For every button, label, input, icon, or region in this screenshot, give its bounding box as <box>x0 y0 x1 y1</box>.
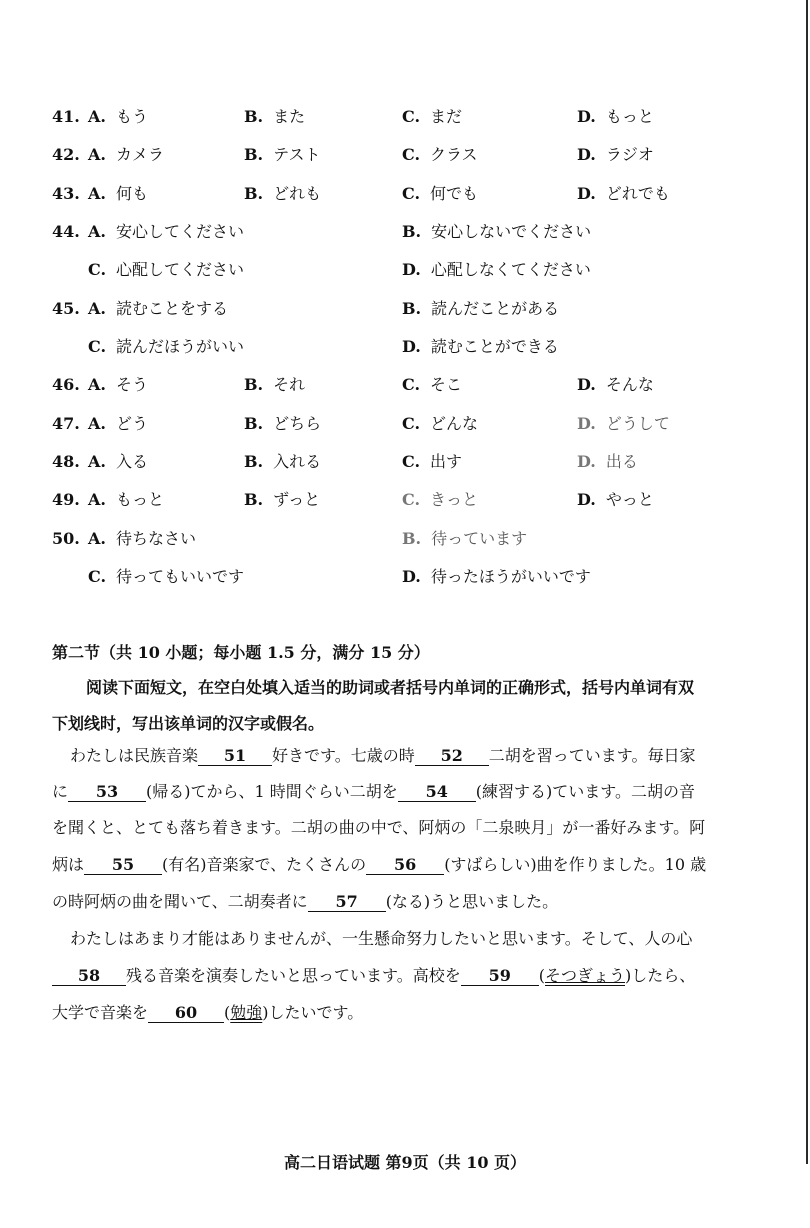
blank-51[interactable]: 51 <box>198 747 272 766</box>
option-b: B. テスト <box>244 145 321 164</box>
option-c: C. 心配してください <box>88 260 245 279</box>
option-d: D. 出る <box>577 452 638 471</box>
blank-54[interactable]: 54 <box>398 783 476 802</box>
option-a: A. そう <box>88 375 148 394</box>
blank-58[interactable]: 58 <box>52 967 126 986</box>
option-d: D. そんな <box>577 375 654 394</box>
section-instructions-line1: 阅读下面短文，在空白处填入适当的助词或者括号内单词的正确形式，括号内单词有双 <box>86 678 695 697</box>
question-number: 48. <box>52 452 80 471</box>
option-b: B. ずっと <box>244 490 321 509</box>
option-a: A. どう <box>88 414 148 433</box>
blank-56[interactable]: 56 <box>366 856 444 875</box>
page-right-border <box>806 0 808 1164</box>
question-number: 44. <box>52 222 80 241</box>
question-number: 41. <box>52 107 80 126</box>
question-number: 46. <box>52 375 80 394</box>
option-a: A. 読むことをする <box>88 299 228 318</box>
question-number: 49. <box>52 490 80 509</box>
option-c: C. クラス <box>402 145 478 164</box>
option-b: B. どれも <box>244 184 322 203</box>
option-b: B. 入れる <box>244 452 322 471</box>
option-b: B. 待っています <box>402 529 528 548</box>
option-d: D. もっと <box>577 107 654 126</box>
option-c: C. 読んだほうがいい <box>88 337 245 356</box>
double-underlined-word: 勉強 <box>230 1003 263 1022</box>
option-b: B. また <box>244 107 306 126</box>
option-a: A. 何も <box>88 184 148 203</box>
blank-53[interactable]: 53 <box>68 783 146 802</box>
question-number: 45. <box>52 299 80 318</box>
page-footer: 高二日语试题 第9页（共 10 页） <box>283 1153 527 1172</box>
option-c: C. 待ってもいいです <box>88 567 245 586</box>
option-b: B. 安心しないでください <box>402 222 592 241</box>
option-c: C. まだ <box>402 107 463 126</box>
question-number: 50. <box>52 529 80 548</box>
option-c: C. 出す <box>402 452 463 471</box>
option-d: D. やっと <box>577 490 654 509</box>
blank-55[interactable]: 55 <box>84 856 162 875</box>
option-a: A. もっと <box>88 490 164 509</box>
option-b: B. 読んだことがある <box>402 299 560 318</box>
option-d: D. ラジオ <box>577 145 654 164</box>
option-d: D. 待ったほうがいいです <box>402 567 591 586</box>
option-a: A. カメラ <box>88 145 164 164</box>
passage-line-6: わたしはあまり才能はありませんが、一生懸命努力したいと思います。そして、人の心 <box>70 929 693 948</box>
option-c: C. どんな <box>402 414 479 433</box>
option-a: A. 入る <box>88 452 148 471</box>
passage-line-1: わたしは民族音楽 51 好きです。七歳の時 52 二胡を習っています。毎日家 <box>70 746 696 765</box>
blank-60[interactable]: 60 <box>148 1004 224 1023</box>
passage-line-2: に 53 (帰る)てから、1 時間ぐらい二胡を 54 (練習する)ています。二胡の音 <box>52 782 695 801</box>
passage-line-8: 大学で音楽を 60 (勉強)したいです。 <box>52 1003 364 1022</box>
blank-57[interactable]: 57 <box>308 893 386 912</box>
section-instructions-line2: 下划线时，写出该单词的汉字或假名。 <box>52 714 325 733</box>
passage-line-4: 炳は 55 (有名)音楽家で、たくさんの 56 (すばらしい)曲を作りました。10 歳 <box>52 855 707 874</box>
section-title: 第二节（共 10 小题；每小题 1.5 分，满分 15 分） <box>52 643 430 662</box>
question-number: 42. <box>52 145 80 164</box>
option-d: D. 読むことができる <box>402 337 559 356</box>
blank-52[interactable]: 52 <box>415 747 489 766</box>
option-a: A. もう <box>88 107 148 126</box>
passage-line-5: の時阿炳の曲を聞いて、二胡奏者に 57 (なる)うと思いました。 <box>52 892 559 911</box>
double-underlined-word: そつぎょう <box>544 966 625 985</box>
question-number: 43. <box>52 184 80 203</box>
option-d: D. どうして <box>577 414 670 433</box>
option-d: D. 心配しなくてください <box>402 260 591 279</box>
passage-line-7: 58 残る音楽を演奏したいと思っています。高校を 59 (そつぎょう)したら、 <box>52 966 752 986</box>
option-b: B. どちら <box>244 414 322 433</box>
option-a: A. 待ちなさい <box>88 529 196 548</box>
passage-line-3: を聞くと、とても落ち着きます。二胡の曲の中で、阿炳の「二泉映月」が一番好みます。阿 <box>52 818 706 837</box>
question-number: 47. <box>52 414 80 433</box>
option-d: D. どれでも <box>577 184 670 203</box>
option-c: C. きっと <box>402 490 479 509</box>
option-c: C. そこ <box>402 375 463 394</box>
option-c: C. 何でも <box>402 184 479 203</box>
blank-59[interactable]: 59 <box>461 967 539 986</box>
option-b: B. それ <box>244 375 306 394</box>
option-a: A. 安心してください <box>88 222 244 241</box>
